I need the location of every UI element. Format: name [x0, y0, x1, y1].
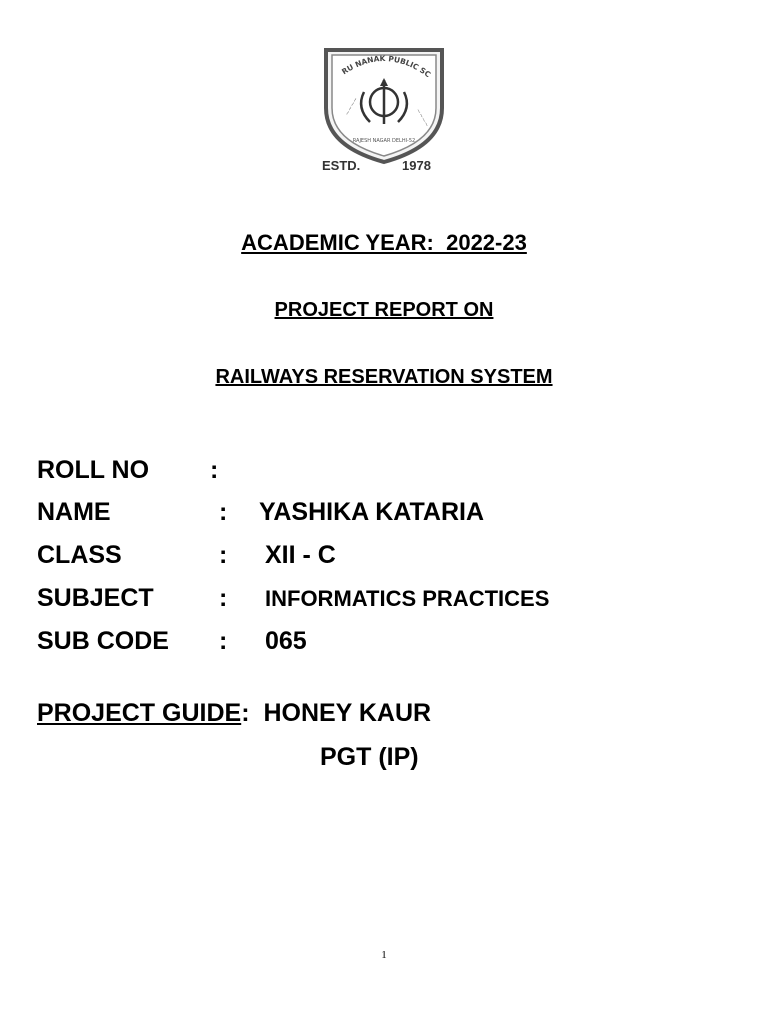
project-guide-line — [37, 699, 431, 728]
field-colon: : — [210, 456, 219, 484]
field-colon: : — [219, 541, 228, 569]
field-colon: : — [219, 584, 228, 612]
field-label: ROLL NO — [37, 456, 150, 484]
field-roll-no — [37, 456, 219, 485]
field-subject — [37, 584, 550, 613]
field-value: INFORMATICS PRACTICES — [265, 586, 550, 611]
project-guide-designation: PGT (IP) — [320, 743, 419, 771]
project-guide-label: PROJECT GUIDE — [37, 699, 242, 727]
field-colon: : — [219, 498, 228, 526]
svg-text:~~~~: ~~~~ — [343, 96, 360, 117]
field-name — [37, 498, 485, 527]
logo-inner-text: RAJESH NAGAR DELHI-52 — [352, 138, 416, 144]
field-value: XII - C — [265, 541, 336, 569]
field-label: NAME — [37, 498, 111, 526]
logo-arc-text: RU NANAK PUBLIC SC — [340, 53, 433, 80]
field-value: YASHIKA KATARIA — [259, 498, 485, 526]
school-logo — [312, 38, 456, 178]
page-number: 1 — [381, 949, 387, 961]
project-guide-colon: : — [241, 699, 250, 727]
academic-year-heading: ACADEMIC YEAR: 2022-23 — [241, 230, 527, 255]
logo-estd-label: ESTD. — [322, 158, 361, 173]
field-class — [37, 541, 336, 570]
logo-estd-year: 1978 — [402, 158, 431, 173]
field-sub-code — [37, 627, 307, 656]
svg-text:~~~~: ~~~~ — [414, 107, 431, 129]
field-label: SUBJECT — [37, 584, 154, 612]
project-guide-name: HONEY KAUR — [263, 699, 432, 727]
field-label: CLASS — [37, 541, 122, 569]
field-label: SUB CODE — [37, 627, 169, 655]
project-report-heading: PROJECT REPORT ON — [274, 299, 494, 321]
field-value: 065 — [265, 627, 307, 655]
project-title-heading: RAILWAYS RESERVATION SYSTEM — [215, 366, 553, 388]
field-colon: : — [219, 627, 228, 655]
